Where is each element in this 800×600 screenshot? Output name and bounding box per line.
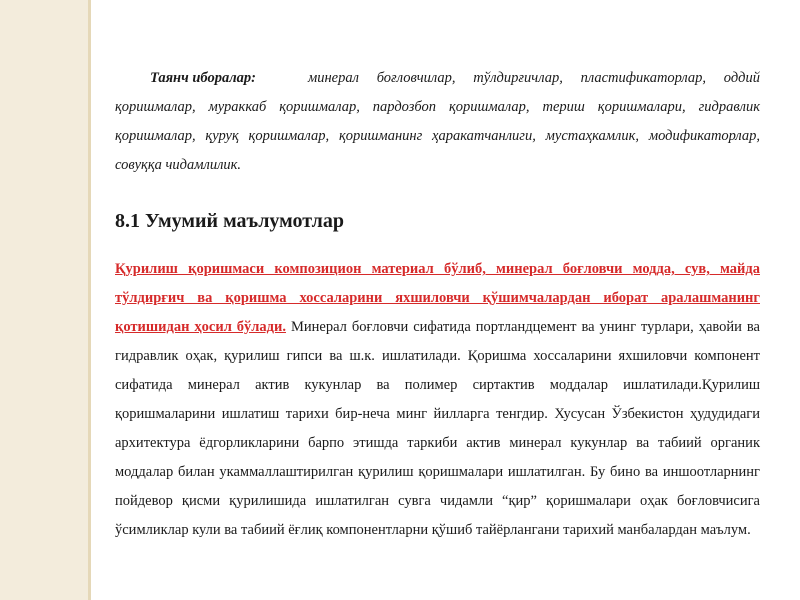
left-margin-band [0, 0, 91, 600]
highlighted-definition: Қурилиш қоришмаси композицион материал бўлиб, минерал боғловчи модда, сув, майда тўлдирғич ва қоришма хоссаларини яхшиловчи қўшимчалардан иборат аралашманинг қотишидан ҳосил бўлади. [115, 261, 760, 335]
document-page [115, 64, 760, 545]
keywords-paragraph [115, 64, 760, 180]
paragraph-text: Минерал боғловчи сифатида портландцемент ва унинг турлари, ҳавойи ва гидравлик оҳак, қурилиш гипси ва ш.к. ишлатилади. Қоришма хоссаларини яхшиловчи компонент сифатида минерал актив кукунлар ва полимер сиртактив моддалар ишлатилади.Қурилиш қоришмаларини ишлатиш тарихи бир-неча минг йилларга тенгдир. Хусусан Ўзбекистон ҳудудидаги архитектура ёдгорликларини барпо этишда таркиби актив минерал кукунлар ва табиий органик моддалар билан укаммаллаштирилган қурилиш қоришмалари ишлатилган. Бу бино ва иншоотларнинг пойдевор қисми қурилишида ишлатилган сувга чидамли “қир” қоришмалари оҳак боғловчисига ўсимликлар кули ва табиий ёғлиқ компонентларни қўшиб тайёрлангани тарихий манбалардан маълум. [115, 319, 760, 538]
body-paragraph [115, 255, 760, 545]
section-title: 8.1 Умумий маълумотлар [115, 210, 344, 232]
keywords-text: минерал боғловчилар, тўлдирғичлар, пластификаторлар, оддий қоришмалар, мураккаб қоришмалар, пардозбоп қоришмалар, териш қоришмалари, гидравлик қоришмалар, қуруқ қоришмалар, қоришманинг ҳаракатчанлиги, мустаҳкамлик, модификаторлар, совуққа чидамлилик. [115, 70, 760, 173]
keywords-label: Таянч иборалар: [150, 70, 256, 86]
